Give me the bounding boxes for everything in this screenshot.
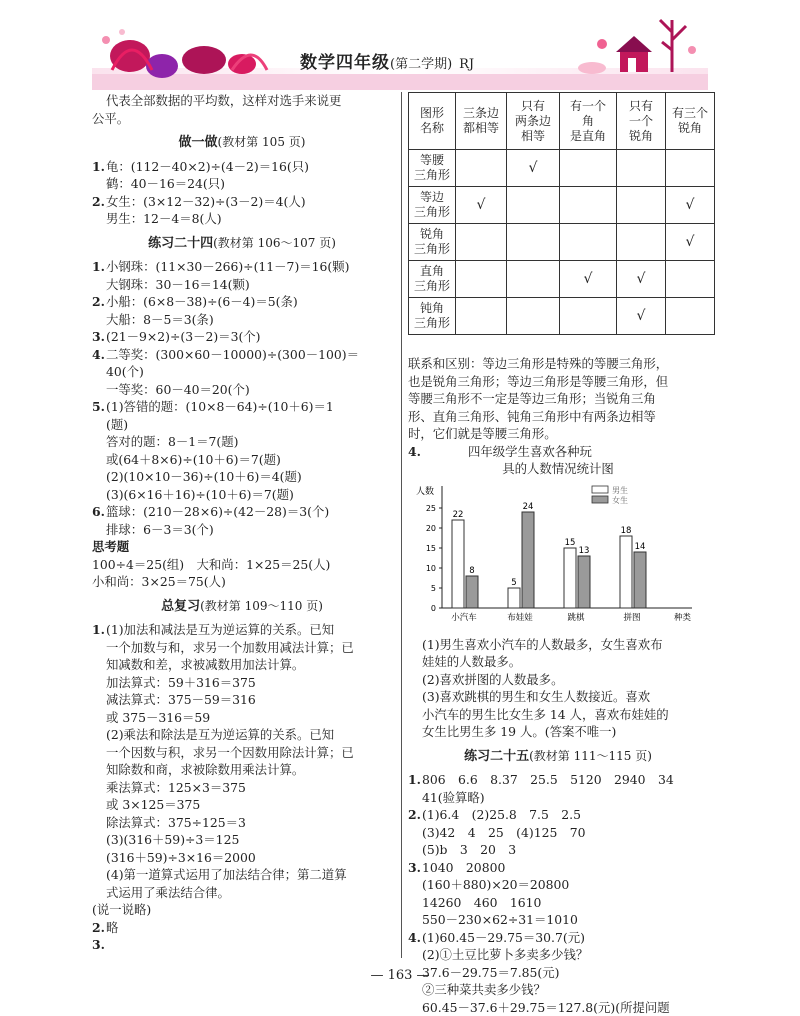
header-text: 锐角 (666, 121, 714, 136)
answer-line (92, 814, 392, 832)
answer-text: 娃娃的人数最多。 (422, 654, 521, 669)
answer-number: 4. (92, 346, 106, 364)
table-cell (507, 224, 560, 261)
answer-number: 1. (408, 771, 422, 789)
answer-line (92, 486, 392, 504)
answer-line (92, 674, 392, 692)
section-heading-title: 练习二十四 (148, 236, 213, 251)
section-heading (92, 598, 392, 616)
answer-line (92, 258, 392, 276)
answer-text: (2)①土豆比萝卜多卖多少钱？ (422, 947, 588, 962)
answer-number: 2. (92, 293, 106, 311)
answer-text: 或(64＋8×6)÷(10＋6)＝7(题) (106, 452, 281, 467)
triangle-name: 三角形 (409, 279, 455, 294)
triangle-name-cell (409, 224, 456, 261)
table-cell (560, 224, 617, 261)
answer-text: 小船：(6×8－38)÷(6－4)＝5(条) (106, 294, 298, 309)
page-number: — 163 — (0, 968, 800, 983)
table-cell: √ (560, 261, 617, 298)
answer-line (92, 901, 392, 919)
answer-line (92, 276, 392, 294)
y-tick-label: 0 (431, 604, 436, 613)
triangle-name: 直角 (409, 264, 455, 279)
triangle-name: 钝角 (409, 301, 455, 316)
table-cell (617, 150, 666, 187)
table-row (409, 298, 715, 335)
header-text: 相等 (507, 129, 559, 144)
table-cell (456, 224, 507, 261)
section-heading (92, 134, 392, 152)
bar-boys (620, 536, 632, 608)
table-cell: √ (507, 150, 560, 187)
chart-title-line-2: 具的人数情况统计图 (408, 460, 708, 478)
header-text: 三条边 (456, 106, 506, 121)
answer-line (92, 919, 392, 937)
table-header-cell (617, 93, 666, 150)
answer-text: (题) (106, 417, 128, 432)
header-text: 两条边 (507, 114, 559, 129)
triangle-name-cell (409, 261, 456, 298)
section-heading (92, 235, 392, 253)
bar-girls (522, 512, 534, 608)
answer-line (408, 671, 708, 689)
section-heading-title: 总复习 (161, 599, 200, 614)
answer-line (92, 311, 392, 329)
table-row (409, 224, 715, 261)
answer-line (408, 841, 708, 859)
answer-line (92, 210, 392, 228)
answer-line (408, 859, 708, 877)
bar-girls (634, 552, 646, 608)
answer-text: 806 6.6 8.37 25.5 5120 2940 34 (422, 772, 674, 787)
header-text: 只有 (617, 99, 665, 114)
answer-text: 40(个) (106, 364, 144, 379)
section-heading-title: 练习二十五 (464, 749, 529, 764)
answer-text: (21－9×2)÷(3－2)＝3(个) (106, 329, 261, 344)
column-divider (401, 92, 402, 958)
bar-boys (452, 520, 464, 608)
answer-line (408, 373, 708, 391)
answer-line (92, 761, 392, 779)
answer-line (92, 621, 392, 639)
header-text: 只有 (507, 99, 559, 114)
answer-text: (1)60.45－29.75＝30.7(元) (422, 930, 585, 945)
answer-text: (5)b 3 20 3 (422, 842, 516, 857)
answer-line (92, 468, 392, 486)
bar-data-label: 24 (523, 502, 534, 512)
answer-text: 篮球：(210－28×6)÷(42－28)＝3(个) (106, 504, 329, 519)
header-text: 角 (560, 114, 616, 129)
table-cell (560, 187, 617, 224)
answer-line (92, 416, 392, 434)
answer-text: 小和尚：3×25＝75(人) (92, 574, 226, 589)
answer-text: 大船：8－5＝3(条) (106, 312, 214, 327)
y-tick-label: 5 (431, 584, 436, 593)
bar-data-label: 14 (635, 542, 646, 552)
bar-boys (508, 588, 520, 608)
answer-text: 公平。 (92, 111, 129, 126)
header-text: 是直角 (560, 129, 616, 144)
answer-text: 一个因数与积，求另一个因数用除法计算；已 (106, 745, 354, 760)
answer-number: 2. (92, 193, 106, 211)
table-cell: √ (617, 298, 666, 335)
section-heading-pages: (教材第 109～110 页) (200, 599, 323, 613)
bar-data-label: 5 (511, 578, 516, 588)
answer-text: (1)答错的题：(10×8－64)÷(10＋6)＝1 (106, 399, 334, 414)
bar-boys (564, 548, 576, 608)
answer-text: 女生：(3×12－32)÷(3－2)＝4(人) (106, 194, 306, 209)
answer-text: 等腰三角形不一定是等边三角形；当锐角三角 (408, 391, 656, 406)
answer-line (408, 911, 708, 929)
answer-line (408, 636, 708, 654)
table-cell (456, 150, 507, 187)
answer-text: 减法算式：375－59＝316 (106, 692, 256, 707)
table-cell: √ (666, 187, 715, 224)
answer-line (92, 656, 392, 674)
answer-number: 1. (92, 258, 106, 276)
answer-text: 联系和区别：等边三角形是特殊的等腰三角形， (408, 356, 668, 371)
book-title (300, 48, 474, 73)
answer-text: 550－230×62÷31＝1010 (422, 912, 578, 927)
bar-girls (466, 576, 478, 608)
answer-text: 或 3×125＝375 (106, 797, 200, 812)
right-column (408, 355, 708, 1016)
answer-number: 1. (92, 158, 106, 176)
answer-text: 代表全部数据的平均数，这样对选手来说更 (106, 93, 341, 108)
triangle-classification-table (408, 92, 715, 335)
answer-line (92, 709, 392, 727)
chart-title-line (408, 443, 708, 461)
table-row (409, 261, 715, 298)
answer-line (92, 866, 392, 884)
answer-text: ②三种菜共卖多少钱？ (422, 982, 546, 997)
answer-number: 3. (92, 328, 106, 346)
answer-number: 6. (92, 503, 106, 521)
table-cell (666, 150, 715, 187)
answer-text: 41(验算略) (422, 790, 485, 805)
table-header-cell (456, 93, 507, 150)
table-cell (456, 298, 507, 335)
table-header-row (409, 93, 715, 150)
header-text: 一个 (617, 114, 665, 129)
bar-data-label: 15 (565, 538, 576, 548)
triangle-name-cell (409, 187, 456, 224)
answer-line (92, 744, 392, 762)
answer-text: 14260 460 1610 (422, 895, 541, 910)
answer-text: 龟：(112－40×2)÷(4－2)＝16(只) (106, 159, 309, 174)
answer-text: 一等奖：60－40＝20(个) (106, 382, 250, 397)
answer-text: 知除数和商，求被除数用乘法计算。 (106, 762, 304, 777)
answer-line (92, 573, 392, 591)
table-cell (560, 150, 617, 187)
answer-line (92, 884, 392, 902)
answer-text: (3)(6×16＋16)÷(10＋6)＝7(题) (106, 487, 294, 502)
legend-label: 男生 (612, 485, 628, 495)
triangle-name: 三角形 (409, 168, 455, 183)
legend-swatch (592, 496, 608, 503)
answer-text: 思考题 (92, 539, 129, 554)
answer-line (408, 789, 708, 807)
answer-line (408, 771, 708, 789)
answer-line (92, 398, 392, 416)
x-tick-label: 布娃娃 (507, 612, 533, 623)
book-title-main: 数学四年级 (300, 53, 390, 73)
answer-line (408, 723, 708, 741)
header-text: 名称 (409, 121, 455, 136)
answer-line (408, 806, 708, 824)
answer-text: 加法算式：59＋316＝375 (106, 675, 256, 690)
answer-text: 也是锐角三角形；等边三角形是等腰三角形，但 (408, 374, 668, 389)
answer-text: 略 (106, 920, 118, 935)
answer-text: 排球：6－3＝3(个) (106, 522, 214, 537)
table-cell (560, 298, 617, 335)
answer-line (408, 894, 708, 912)
triangle-name: 三角形 (409, 205, 455, 220)
answer-line (92, 381, 392, 399)
answer-text: 女生比男生多 19 人。(答案不唯一) (422, 724, 616, 739)
answer-text: (1)男生喜欢小汽车的人数最多，女生喜欢布 (422, 637, 663, 652)
answer-number: 5. (92, 398, 106, 416)
table-cell: √ (617, 261, 666, 298)
answer-line (408, 390, 708, 408)
answer-line (92, 363, 392, 381)
triangle-name-cell (409, 150, 456, 187)
answer-text: 男生：12－4＝8(人) (106, 211, 222, 226)
answer-text: (说一说略) (92, 902, 151, 917)
answer-text: 60.45－37.6＋29.75＝127.8(元)(所提问题 (422, 1000, 670, 1015)
book-title-edition: RJ (459, 57, 474, 72)
answer-text: 鹤：40－16＝24(只) (106, 176, 225, 191)
answer-line (92, 92, 392, 110)
triangle-name: 锐角 (409, 227, 455, 242)
answer-line (92, 193, 392, 211)
bar-data-label: 13 (579, 546, 590, 556)
answer-line (408, 946, 708, 964)
answer-number: 1. (92, 621, 106, 639)
answer-line (92, 639, 392, 657)
section-heading-pages: (教材第 111～115 页) (529, 749, 652, 763)
book-title-term: (第二学期) (390, 57, 452, 72)
answer-text: (4)第一道算式运用了加法结合律；第二道算 (106, 867, 347, 882)
triangle-name: 三角形 (409, 316, 455, 331)
answer-text: (2)喜欢拼图的人数最多。 (422, 672, 563, 687)
answer-text: (316＋59)÷3×16＝2000 (106, 850, 256, 865)
table-header-cell (409, 93, 456, 150)
section-heading-pages: (教材第 106～107 页) (213, 236, 336, 250)
triangle-name: 三角形 (409, 242, 455, 257)
bar-chart (408, 478, 700, 634)
table-cell: √ (666, 224, 715, 261)
legend-swatch (592, 486, 608, 493)
header-text: 有一个 (560, 99, 616, 114)
answer-text: 100÷4＝25(组) 大和尚：1×25＝25(人) (92, 557, 330, 572)
x-tick-label: 跳棋 (567, 612, 585, 623)
answer-text: 形、直角三角形、钝角三角形中有两条边相等 (408, 409, 656, 424)
answer-line (92, 831, 392, 849)
answer-text: 一个加数与和，求另一个加数用减法计算；已 (106, 640, 354, 655)
table-cell (456, 261, 507, 298)
table-cell (507, 187, 560, 224)
answer-text: (160＋880)×20＝20800 (422, 877, 569, 892)
answer-text: 小汽车的男生比女生多 14 人，喜欢布娃娃的 (422, 707, 669, 722)
answer-text: 乘法算式：125×3＝375 (106, 780, 246, 795)
answer-text: 大钢珠：30－16＝14(颗) (106, 277, 250, 292)
bar-data-label: 8 (469, 566, 474, 576)
answer-line (92, 451, 392, 469)
answer-line (92, 538, 392, 556)
table-cell (666, 261, 715, 298)
answer-line (92, 779, 392, 797)
answer-line (92, 175, 392, 193)
table-cell: √ (456, 187, 507, 224)
chart-title: 四年级学生喜欢各种玩 (468, 444, 592, 459)
table-cell (507, 261, 560, 298)
answer-line (92, 796, 392, 814)
answer-line (92, 328, 392, 346)
answer-number: 2. (408, 806, 422, 824)
answer-line (408, 408, 708, 426)
table-cell (507, 298, 560, 335)
triangle-name-cell (409, 298, 456, 335)
header-text: 都相等 (456, 121, 506, 136)
section-heading (408, 748, 708, 766)
answer-text: 时，它们就是等腰三角形。 (408, 426, 557, 441)
x-tick-label: 拼图 (623, 612, 640, 623)
table-cell (617, 224, 666, 261)
answer-text: 除法算式：375÷125＝3 (106, 815, 246, 830)
answer-line (408, 425, 708, 443)
house-decoration-right-icon (578, 20, 696, 74)
answer-line (408, 706, 708, 724)
table-header-cell (507, 93, 560, 150)
y-tick-label: 25 (426, 504, 436, 513)
answer-number: 2. (92, 919, 106, 937)
triangle-name: 等腰 (409, 153, 455, 168)
answer-text: 小钢珠：(11×30－266)÷(11－7)＝16(颗) (106, 259, 350, 274)
x-axis-label: 种类 (674, 612, 692, 623)
bar-data-label: 22 (453, 510, 464, 520)
y-tick-label: 15 (426, 544, 436, 553)
answer-text: 二等奖：(300×60－10000)÷(300－100)＝ (106, 347, 359, 362)
table-header-cell (560, 93, 617, 150)
answer-line (408, 929, 708, 947)
answer-line (92, 433, 392, 451)
triangle-name: 等边 (409, 190, 455, 205)
answer-text: 1040 20800 (422, 860, 505, 875)
answer-line (92, 691, 392, 709)
table-row (409, 150, 715, 187)
answer-line (92, 849, 392, 867)
answer-number: 4. (408, 929, 422, 947)
answer-number: 3. (408, 859, 422, 877)
y-tick-label: 10 (426, 564, 436, 573)
answer-line (92, 521, 392, 539)
left-column (92, 92, 392, 954)
answer-line (408, 688, 708, 706)
table-header-cell (666, 93, 715, 150)
answer-text: (3)42 4 25 (4)125 70 (422, 825, 586, 840)
answer-line (408, 999, 708, 1016)
bar-girls (578, 556, 590, 608)
answer-line (92, 936, 392, 954)
answer-line (92, 726, 392, 744)
answer-line (92, 346, 392, 364)
answer-text: (3)(316＋59)÷3＝125 (106, 832, 239, 847)
y-tick-label: 20 (426, 524, 436, 533)
table-cell (666, 298, 715, 335)
answer-line (92, 293, 392, 311)
section-heading-title: 做一做 (179, 135, 218, 150)
answer-text: (3)喜欢跳棋的男生和女生人数接近。喜欢 (422, 689, 650, 704)
answer-text: (2)乘法和除法是互为逆运算的关系。已知 (106, 727, 334, 742)
answer-line (92, 556, 392, 574)
x-tick-label: 小汽车 (451, 612, 477, 623)
answer-text: 式运用了乘法结合律。 (106, 885, 230, 900)
legend-label: 女生 (612, 495, 628, 505)
answer-line (408, 981, 708, 999)
answer-text: 或 375－316＝59 (106, 710, 210, 725)
answer-line (92, 158, 392, 176)
header-text: 图形 (409, 106, 455, 121)
table-cell (617, 187, 666, 224)
header-text: 锐角 (617, 129, 665, 144)
answer-text: (1)加法和减法是互为逆运算的关系。已知 (106, 622, 334, 637)
answer-text: (2)(10×10－36)÷(10＋6)＝4(题) (106, 469, 302, 484)
chart-slot (408, 478, 708, 636)
header-text: 有三个 (666, 106, 714, 121)
answer-text: 知减数和差，求被减数用加法计算。 (106, 657, 304, 672)
answer-text: 37.6－29.75＝7.85(元) (422, 965, 560, 980)
y-axis-label: 人数 (416, 485, 434, 497)
answer-line (408, 355, 708, 373)
section-heading-pages: (教材第 105 页) (218, 135, 306, 149)
answer-text: 答对的题：8－1＝7(题) (106, 434, 238, 449)
answer-line (92, 110, 392, 128)
answer-number: 4. (408, 443, 468, 461)
answer-number: 3. (92, 936, 106, 954)
answer-text: (1)6.4 (2)25.8 7.5 2.5 (422, 807, 581, 822)
bar-data-label: 18 (621, 526, 632, 536)
answer-line (408, 653, 708, 671)
answer-line (92, 503, 392, 521)
answer-line (408, 824, 708, 842)
answer-line (408, 876, 708, 894)
table-row (409, 187, 715, 224)
